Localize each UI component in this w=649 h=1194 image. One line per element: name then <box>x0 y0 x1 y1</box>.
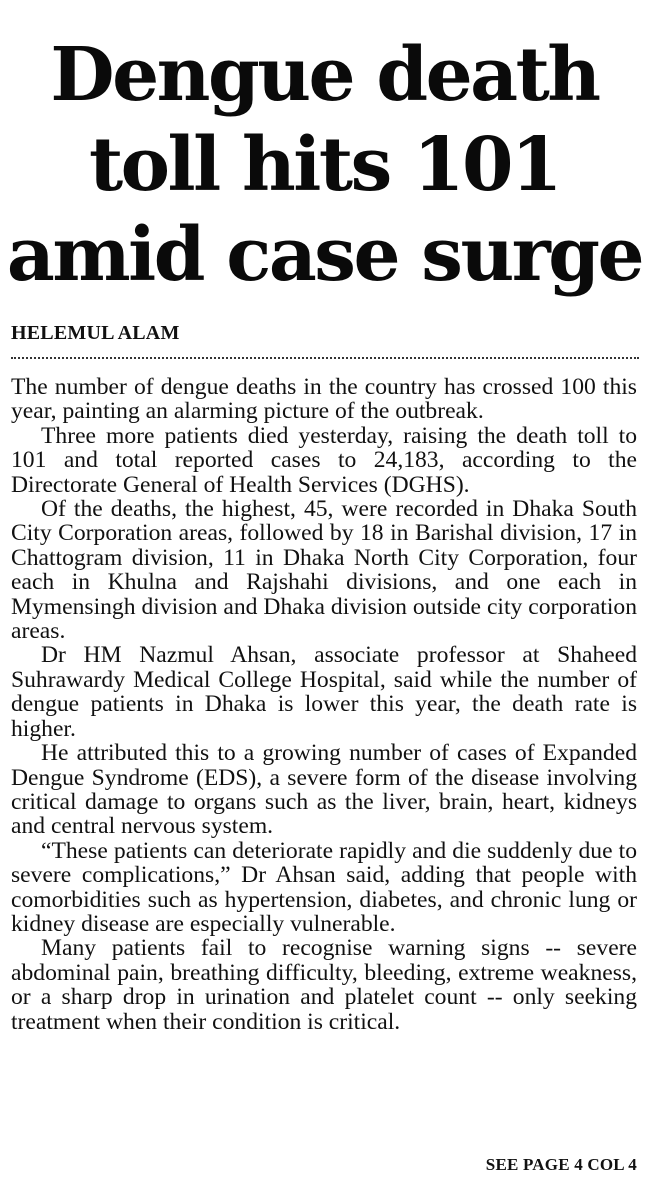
headline-line-2: toll hits 101 <box>88 122 560 208</box>
byline: HELEMUL ALAM <box>11 322 180 344</box>
headline-line-1: Dengue death <box>50 32 599 118</box>
article-paragraph-2: Three more patients died yesterday, raising the death toll to 101 and total reported cases to 24,183, according to the Directorate General of Health Services (DGHS). <box>11 422 637 498</box>
article-body <box>11 375 637 1034</box>
article-paragraph-7: Many patients fail to recognise warning signs -- severe abdominal pain, breathing difficulty, bleeding, extreme weakness, or a sharp drop in urination and platelet count -- only seeking treatment when their condition is critical. <box>11 935 637 1035</box>
headline-line-3: amid case surge <box>6 212 643 298</box>
continuation-link[interactable]: SEE PAGE 4 COL 4 <box>485 1155 637 1174</box>
dotted-divider <box>11 357 639 359</box>
article-paragraph-5: He attributed this to a growing number of cases of Expanded Dengue Syndrome (EDS), a severe form of the disease involving critical damage to organs such as the liver, brain, heart, kidneys and central nervous system. <box>11 740 637 840</box>
article-paragraph-1: The number of dengue deaths in the country has crossed 100 this year, painting an alarming picture of the outbreak. <box>11 374 637 425</box>
headline <box>0 30 649 300</box>
article-paragraph-6: “These patients can deteriorate rapidly and die suddenly due to severe complications,” Dr Ahsan said, adding that people with comorbidities such as hypertension, diabetes, and chronic lung or kidney disease are especially vulnerable. <box>11 837 637 937</box>
article-paragraph-3: Of the deaths, the highest, 45, were recorded in Dhaka South City Corporation areas, followed by 18 in Barishal division, 17 in Chattogram division, 11 in Dhaka North City Corporation, four each in Khulna and Rajshahi divisions, and one each in Mymensingh division and Dhaka division outside city corporation areas. <box>11 496 637 645</box>
article-paragraph-4: Dr HM Nazmul Ahsan, associate professor at Shaheed Suhrawardy Medical College Hospital, said while the number of dengue patients in Dhaka is lower this year, the death rate is higher. <box>11 642 637 742</box>
